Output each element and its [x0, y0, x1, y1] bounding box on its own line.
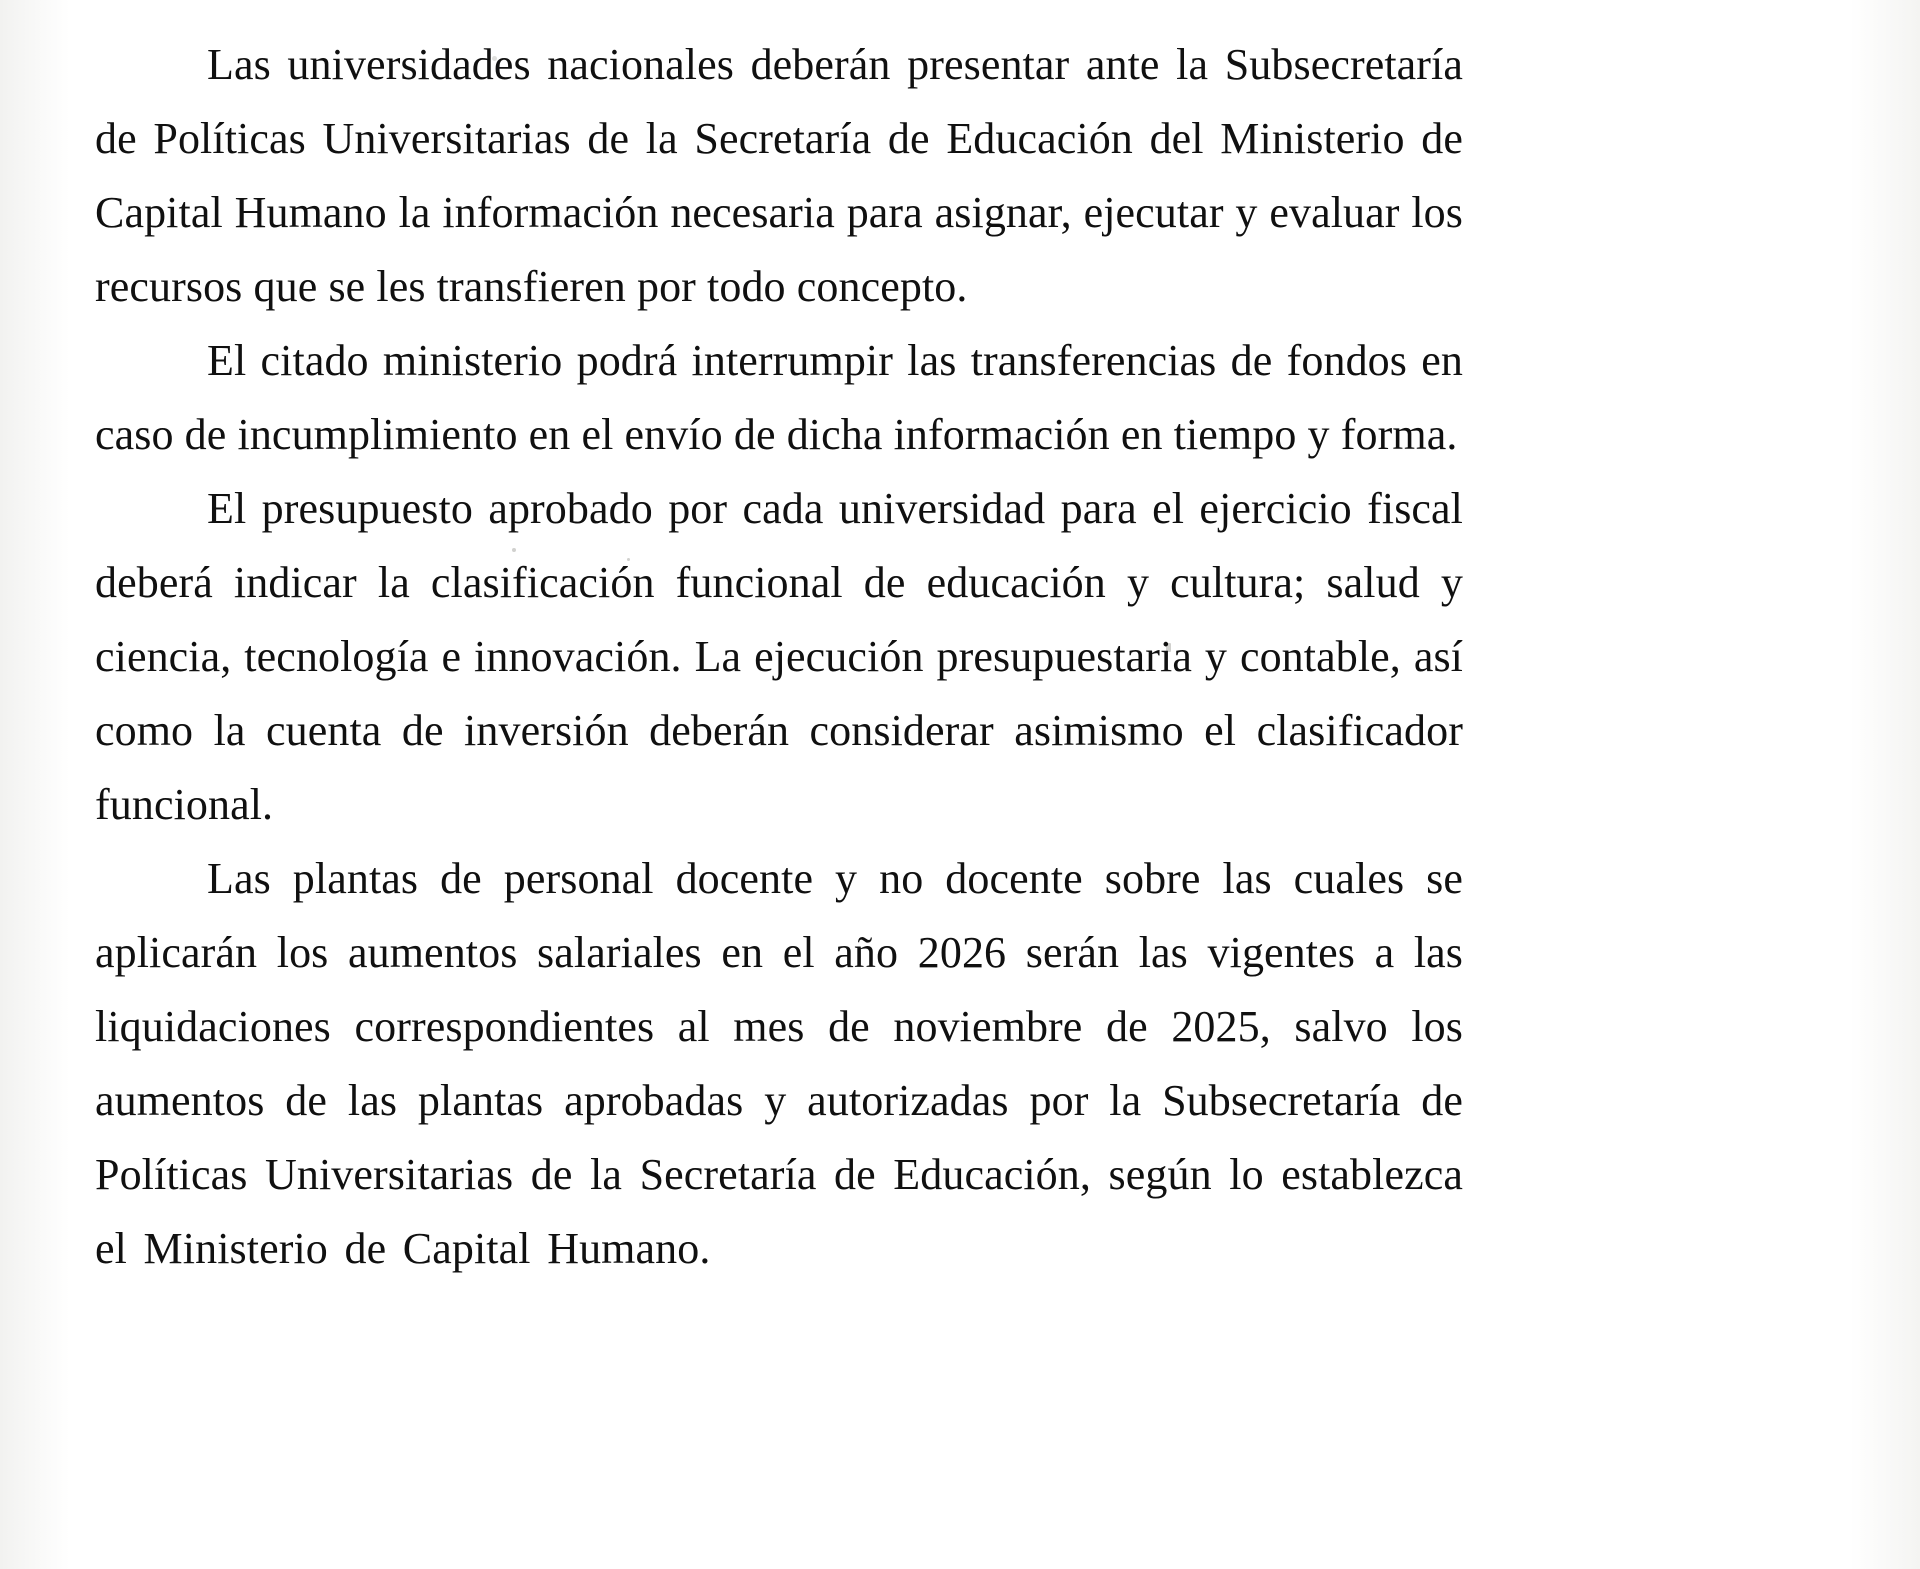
paragraph-1: Las universidades nacionales deberán presentar ante la Subsecretaría de Políticas Universitarias de la Secretaría de Educación del Ministerio de Capital Humano la información necesaria para asignar, ejecutar y evaluar los recursos que se les transfieren por todo concepto. [95, 40, 1463, 311]
paragraph-4: Las plantas de personal docente y no docente sobre las cuales se aplicarán los aumentos salariales en el año 2026 serán las vigentes a las liquidaciones correspondientes al mes de noviembre de 2025, salvo los aumentos de las plantas aprobadas y autorizadas por la Subsecretaría de Políticas Universitarias de la Secretaría de Educación, según lo establezca el Ministerio de Capital Humano. [95, 854, 1463, 1273]
paragraph-2: El citado ministerio podrá interrumpir las transferencias de fondos en caso de incumplimiento en el envío de dicha información en tiempo y forma. [95, 336, 1463, 459]
document-text-body [95, 28, 1463, 1286]
paragraph-3: El presupuesto aprobado por cada universidad para el ejercicio fiscal deberá indicar la clasificación funcional de educación y cultura; salud y ciencia, tecnología e innovación. La ejecución presupuestaria y contable, así como la cuenta de inversión deberán considerar asimismo el clasificador funcional. [95, 484, 1463, 829]
